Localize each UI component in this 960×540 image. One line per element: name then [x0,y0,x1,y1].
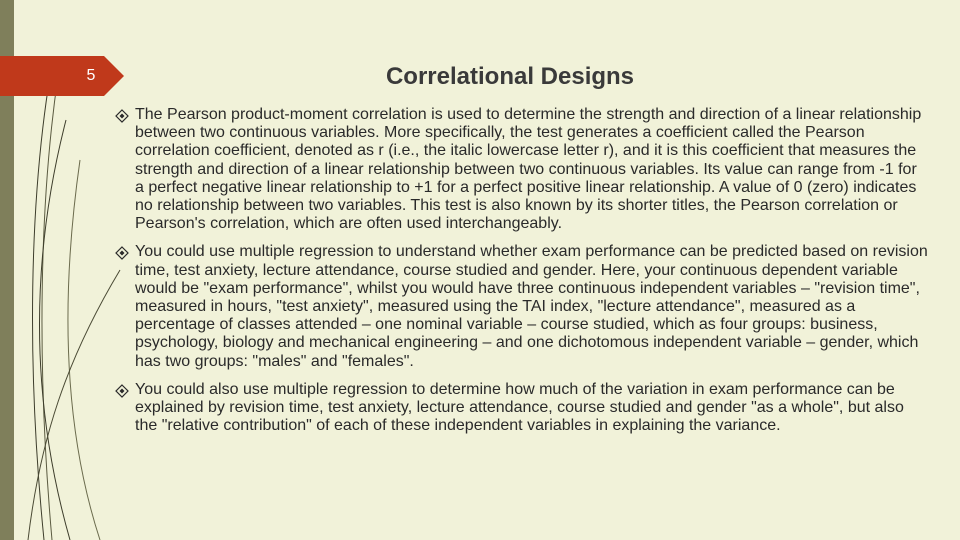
bullet-item [115,381,930,436]
slide-number: 5 [86,67,96,84]
bullet-text: You could also use multiple regression to determine how much of the variation in exam performance can be explained by revision time, test anxiety, lecture attendance, course studied and gender "as a whole", but also the "relative contribution" of each of these independent variables in explaining the variance. [135,380,904,435]
bullet-text: The Pearson product-moment correlation is used to determine the strength and direction of a linear relationship between two continuous variables. More specifically, the test generates a coefficient called the Pearson correlation coefficient, denoted as r (i.e., the italic lowercase letter r), and it is this coefficient that measures the strength and direction of a linear relationship between two continuous variables. Its value can range from -1 for a perfect negative linear relationship to +1 for a perfect positive linear relationship. A value of 0 (zero) indicates no relationship between two variables. This test is also known by its shorter titles, the Pearson correlation or Pearson's correlation, which are often used interchangeably. [135,106,922,233]
slide-number-tab [0,56,124,96]
diamond-bullet-icon [115,246,135,265]
diamond-bullet-icon [115,109,135,128]
bullet-item [115,106,930,233]
bullet-item [115,243,930,370]
diamond-bullet-icon [115,384,135,403]
bullet-text: You could use multiple regression to understand whether exam performance can be predicted based on revision time, test anxiety, lecture attendance, course studied and gender. Here, your continuous dependent variable would be "exam performance", whilst you would have three continuous independent variables – "revision time", measured in hours, "test anxiety", measured using the TAI index, "lecture attendance", measured as a percentage of classes attended – one nominal variable – course studied, which as four groups: business, psychology, biology and mechanical engineering – and one dichotomous independent variable – gender, which has two groups: "males" and "females". [135,243,928,370]
bullet-list [115,106,930,445]
slide-title: Correlational Designs [385,63,635,90]
